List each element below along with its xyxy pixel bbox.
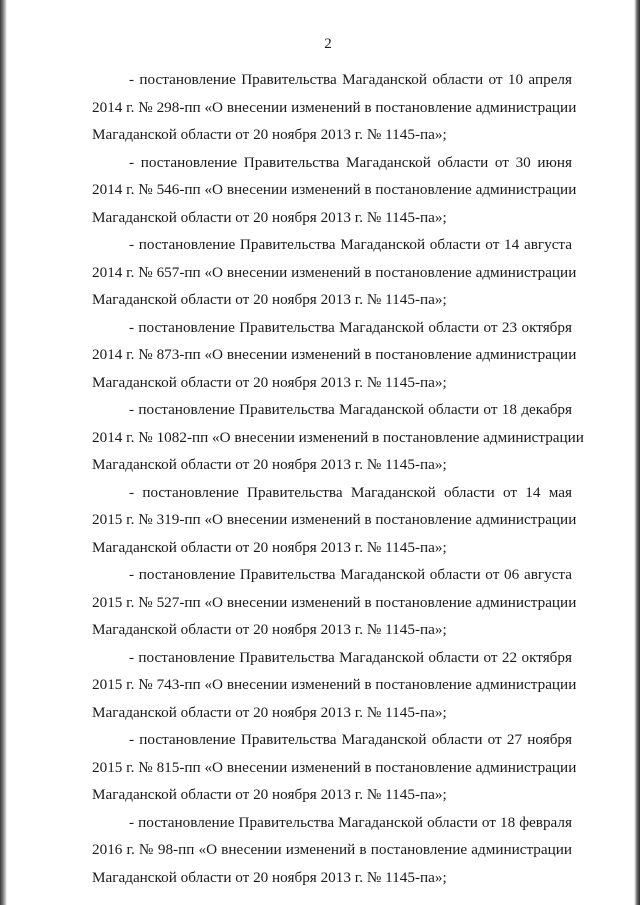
entry-line-1: - постановление Правительства Магаданской области от 18 февраля <box>129 813 572 831</box>
list-item <box>92 644 577 727</box>
list-item <box>92 149 577 232</box>
entry-line-3: Магаданской области от 20 ноября 2013 г. № 1145-па»; <box>92 621 447 638</box>
list-item <box>92 479 577 562</box>
entry-line-2: 2015 г. № 527-пп «О внесении изменений в постановление администрации <box>92 593 577 611</box>
list-item <box>92 396 584 479</box>
entry-line-3: Магаданской области от 20 ноября 2013 г. № 1145-па»; <box>92 868 447 886</box>
entry-line-3: Магаданской области от 20 ноября 2013 г. № 1145-па»; <box>92 291 447 308</box>
entry-line-1: - постановление Правительства Магаданской области от 30 июня <box>129 153 572 171</box>
entry-line-2: 2014 г. № 546-пп «О внесении изменений в постановление администрации <box>92 181 577 198</box>
list-item <box>92 726 577 809</box>
entry-line-2: 2014 г. № 1082-пп «О внесении изменений в постановление администрации <box>92 428 584 446</box>
entry-line-1: - постановление Правительства Магаданской области от 10 апреля <box>129 71 572 88</box>
entry-line-2: 2014 г. № 657-пп «О внесении изменений в постановление администрации <box>92 263 577 281</box>
entry-line-1: - постановление Правительства Магаданской области от 23 октября <box>129 318 572 336</box>
entry-line-3: Магаданской области от 20 ноября 2013 г. № 1145-па»; <box>92 703 447 721</box>
entry-line-3: Магаданской области от 20 ноября 2013 г. № 1145-па»; <box>92 208 447 226</box>
entry-line-1: - постановление Правительства Магаданской области от 18 декабря <box>129 401 572 418</box>
document-body <box>92 66 584 891</box>
list-item <box>92 314 577 397</box>
list-item <box>92 231 577 314</box>
page-number: 2 <box>324 36 332 52</box>
entry-line-3: Магаданской области от 20 ноября 2013 г. № 1145-па»; <box>92 373 447 391</box>
entry-line-3: Магаданской области от 20 ноября 2013 г. № 1145-па»; <box>92 126 447 143</box>
entry-line-1: - постановление Правительства Магаданской области от 22 октября <box>129 648 572 666</box>
entry-line-1: - постановление Правительства Магаданской области от 14 августа <box>129 236 572 253</box>
entry-line-2: 2014 г. № 873-пп «О внесении изменений в постановление администрации <box>92 346 577 363</box>
entry-line-3: Магаданской области от 20 ноября 2013 г. № 1145-па»; <box>92 538 447 556</box>
entry-line-1: - постановление Правительства Магаданской области от 27 ноября <box>129 731 572 748</box>
entry-line-1: - постановление Правительства Магаданской области от 06 августа <box>129 566 572 583</box>
entry-line-2: 2015 г. № 815-пп «О внесении изменений в постановление администрации <box>92 758 577 776</box>
entry-line-2: 2015 г. № 319-пп «О внесении изменений в постановление администрации <box>92 511 577 528</box>
list-item <box>92 66 577 149</box>
scan-edge-right <box>634 0 640 905</box>
scan-edge-left <box>0 0 7 905</box>
entry-line-2: 2016 г. № 98-пп «О внесении изменений в постановление администрации <box>92 841 572 858</box>
entry-line-2: 2015 г. № 743-пп «О внесении изменений в постановление администрации <box>92 676 577 693</box>
entry-line-3: Магаданской области от 20 ноября 2013 г. № 1145-па»; <box>92 456 447 473</box>
entry-line-1: - постановление Правительства Магаданской области от 14 мая <box>129 483 572 501</box>
list-item <box>92 561 577 644</box>
entry-line-3: Магаданской области от 20 ноября 2013 г. № 1145-па»; <box>92 786 447 803</box>
list-item <box>92 809 572 892</box>
entry-line-2: 2014 г. № 298-пп «О внесении изменений в постановление администрации <box>92 98 577 116</box>
